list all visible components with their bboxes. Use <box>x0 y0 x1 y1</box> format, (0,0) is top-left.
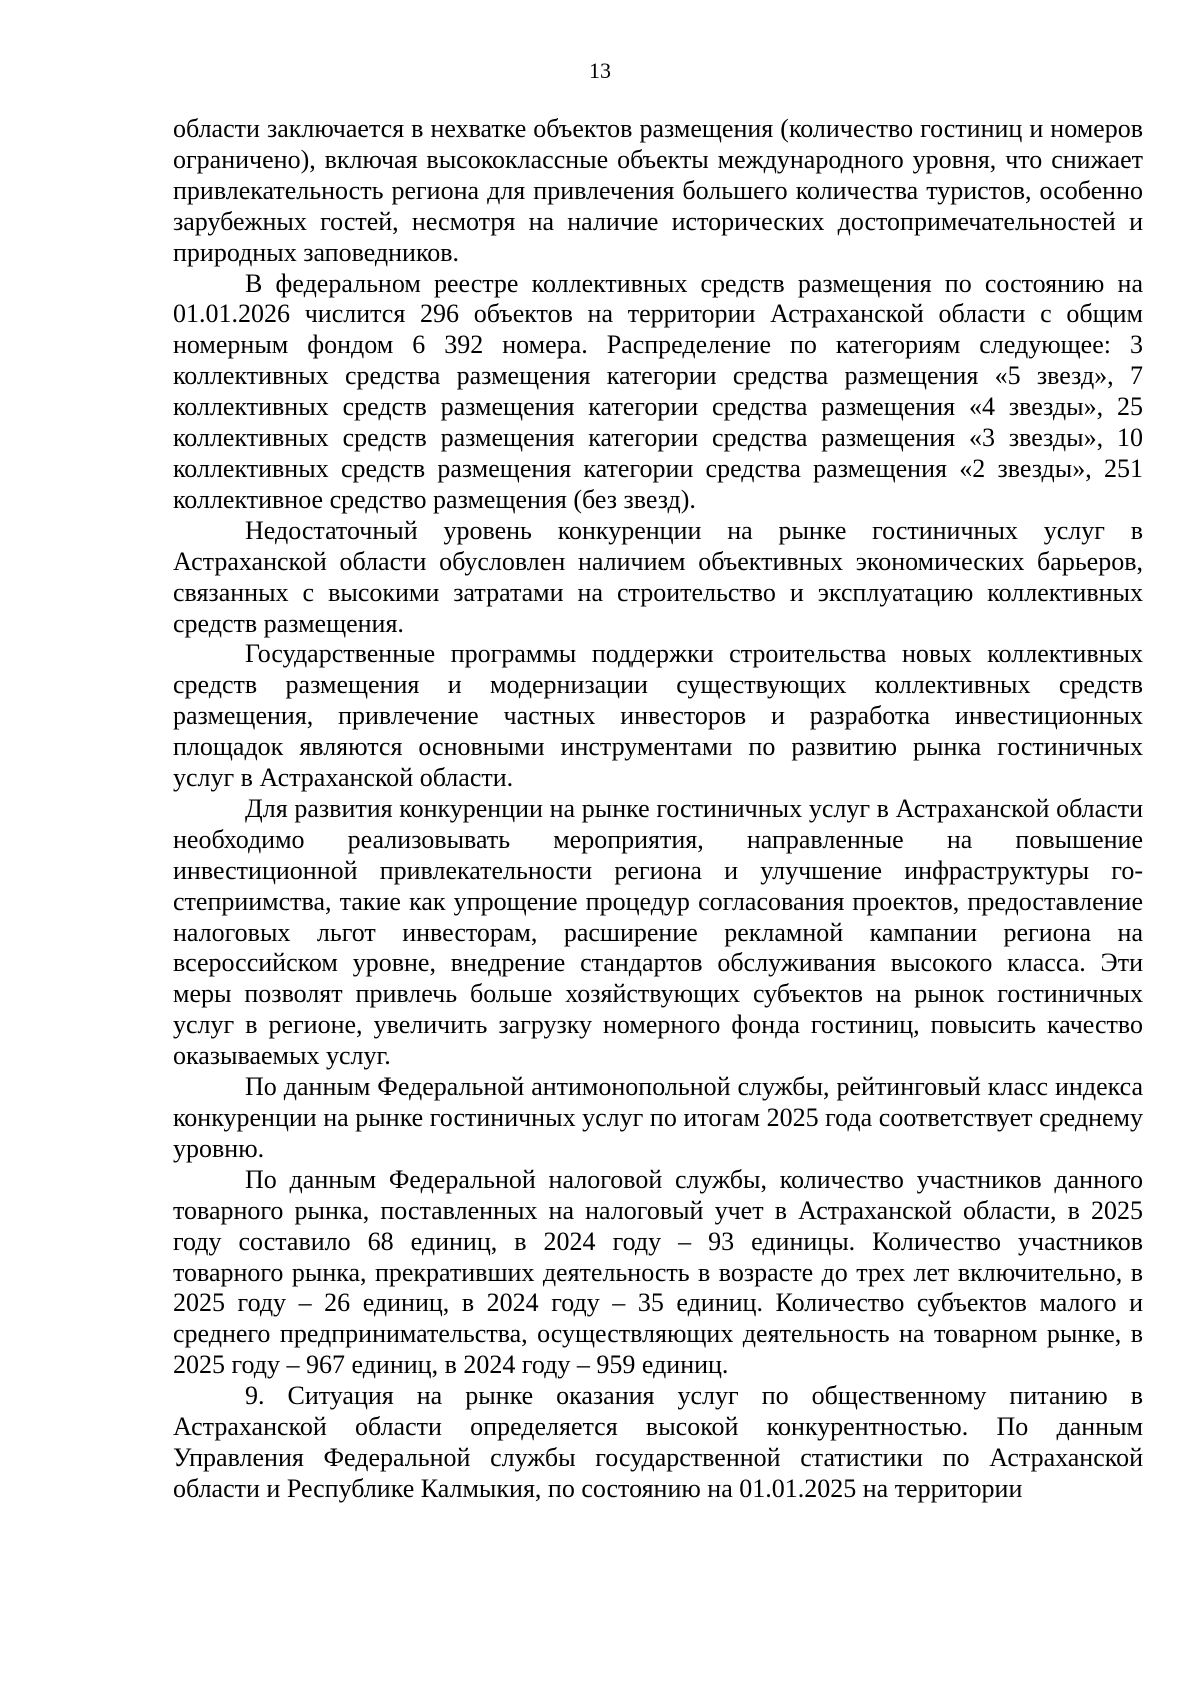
paragraph-tax-service-data: По данным Федеральной налоговой службы, количество участников данного товарного рынка, поставленных на налоговый учет в Астраханской области, в 2025 году составило 68 единиц, в 2024 году – 93 единицы. Количество участников товарного рынка, прекративших деятельность в возрасте до трех лет включительно, в 2025 году – 26 единиц, в 2024 году – 35 единиц. Количество субъектов малого и среднего предпринимательства, осуществляющих деятельность на товарном рынке, в 2025 году – 967 единиц, в 2024 году – 959 единиц. <box>173 1164 1143 1380</box>
paragraph-catering-market: 9. Ситуация на рынке оказания услуг по общественному питанию в Астраханской области определяется высокой конкурентностью. По данным Управления Федеральной службы государственной статистики по Астраханской области и Республике Калмыкия, по состоянию на 01.01.2025 на территории <box>173 1381 1143 1503</box>
paragraph-development-measures: Для развития конкуренции на рынке гостиничных услуг в Астраханской области необходимо реализовывать мероприятия, направленные на повышение инвестиционной привлекательности региона и улучшение инфраструктуры гостеприимства, такие как упрощение процедур согласования проектов, предоставление налоговых льгот инвесторам, расширение рекламной кампании региона на всероссийском уровне, внедрение стандартов обслуживания высокого класса. Эти меры позволят привлечь больше хозяйствующих субъектов на рынок гостиничных услуг в регионе, увеличить загрузку номерного фонда гостиниц, повысить качество оказываемых услуг. <box>173 793 1143 1071</box>
paragraph-competition-barriers: Недостаточный уровень конкуренции на рынке гостиничных услуг в Астраханской области обусловлен наличием объективных экономических барьеров, связанных с высокими затратами на строительство и эксплуатацию коллективных средств размещения. <box>173 515 1143 638</box>
document-body <box>173 114 1143 1505</box>
paragraph-accommodation-shortage: области заключается в нехватке объектов размещения (количество гостиниц и номеров ограничено), включая высококлассные объекты международного уровня, что снижает привлекательность региона для привлечения большего количества туристов, особенно зарубежных гостей, несмотря на наличие исторических достопримечательностей и природных заповедников. <box>173 114 1143 267</box>
paragraph-fas-rating: По данным Федеральной антимонопольной службы, рейтинговый класс индекса конкуренции на рынке гостиничных услуг по итогам 2025 года соответствует среднему уровню. <box>173 1072 1143 1163</box>
paragraph-state-programs: Государственные программы поддержки строительства новых коллективных средств размещения и модернизации существующих коллективных средств размещения, привлечение частных инвесторов и разработка инвестиционных площадок являются основными инструментами по развитию рынка гостиничных услуг в Астраханской области. <box>173 639 1143 793</box>
page-number: 13 <box>589 58 611 83</box>
paragraph-federal-registry: В федеральном реестре коллективных средств размещения по состоянию на 01.01.2026 числится 296 объектов на территории Астраханской области с общим номерным фондом 6 392 номера. Распределение по категориям следующее: 3 коллективных средства размещения категории средства размещения «5 звезд», 7 коллективных средств размещения категории средства размещения «4 звезды», 25 коллективных средств размещения категории средства размещения «3 звезды», 10 коллективных средств размещения категории средства размещения «2 звезды», 251 коллективное средство размещения (без звезд). <box>173 268 1143 514</box>
